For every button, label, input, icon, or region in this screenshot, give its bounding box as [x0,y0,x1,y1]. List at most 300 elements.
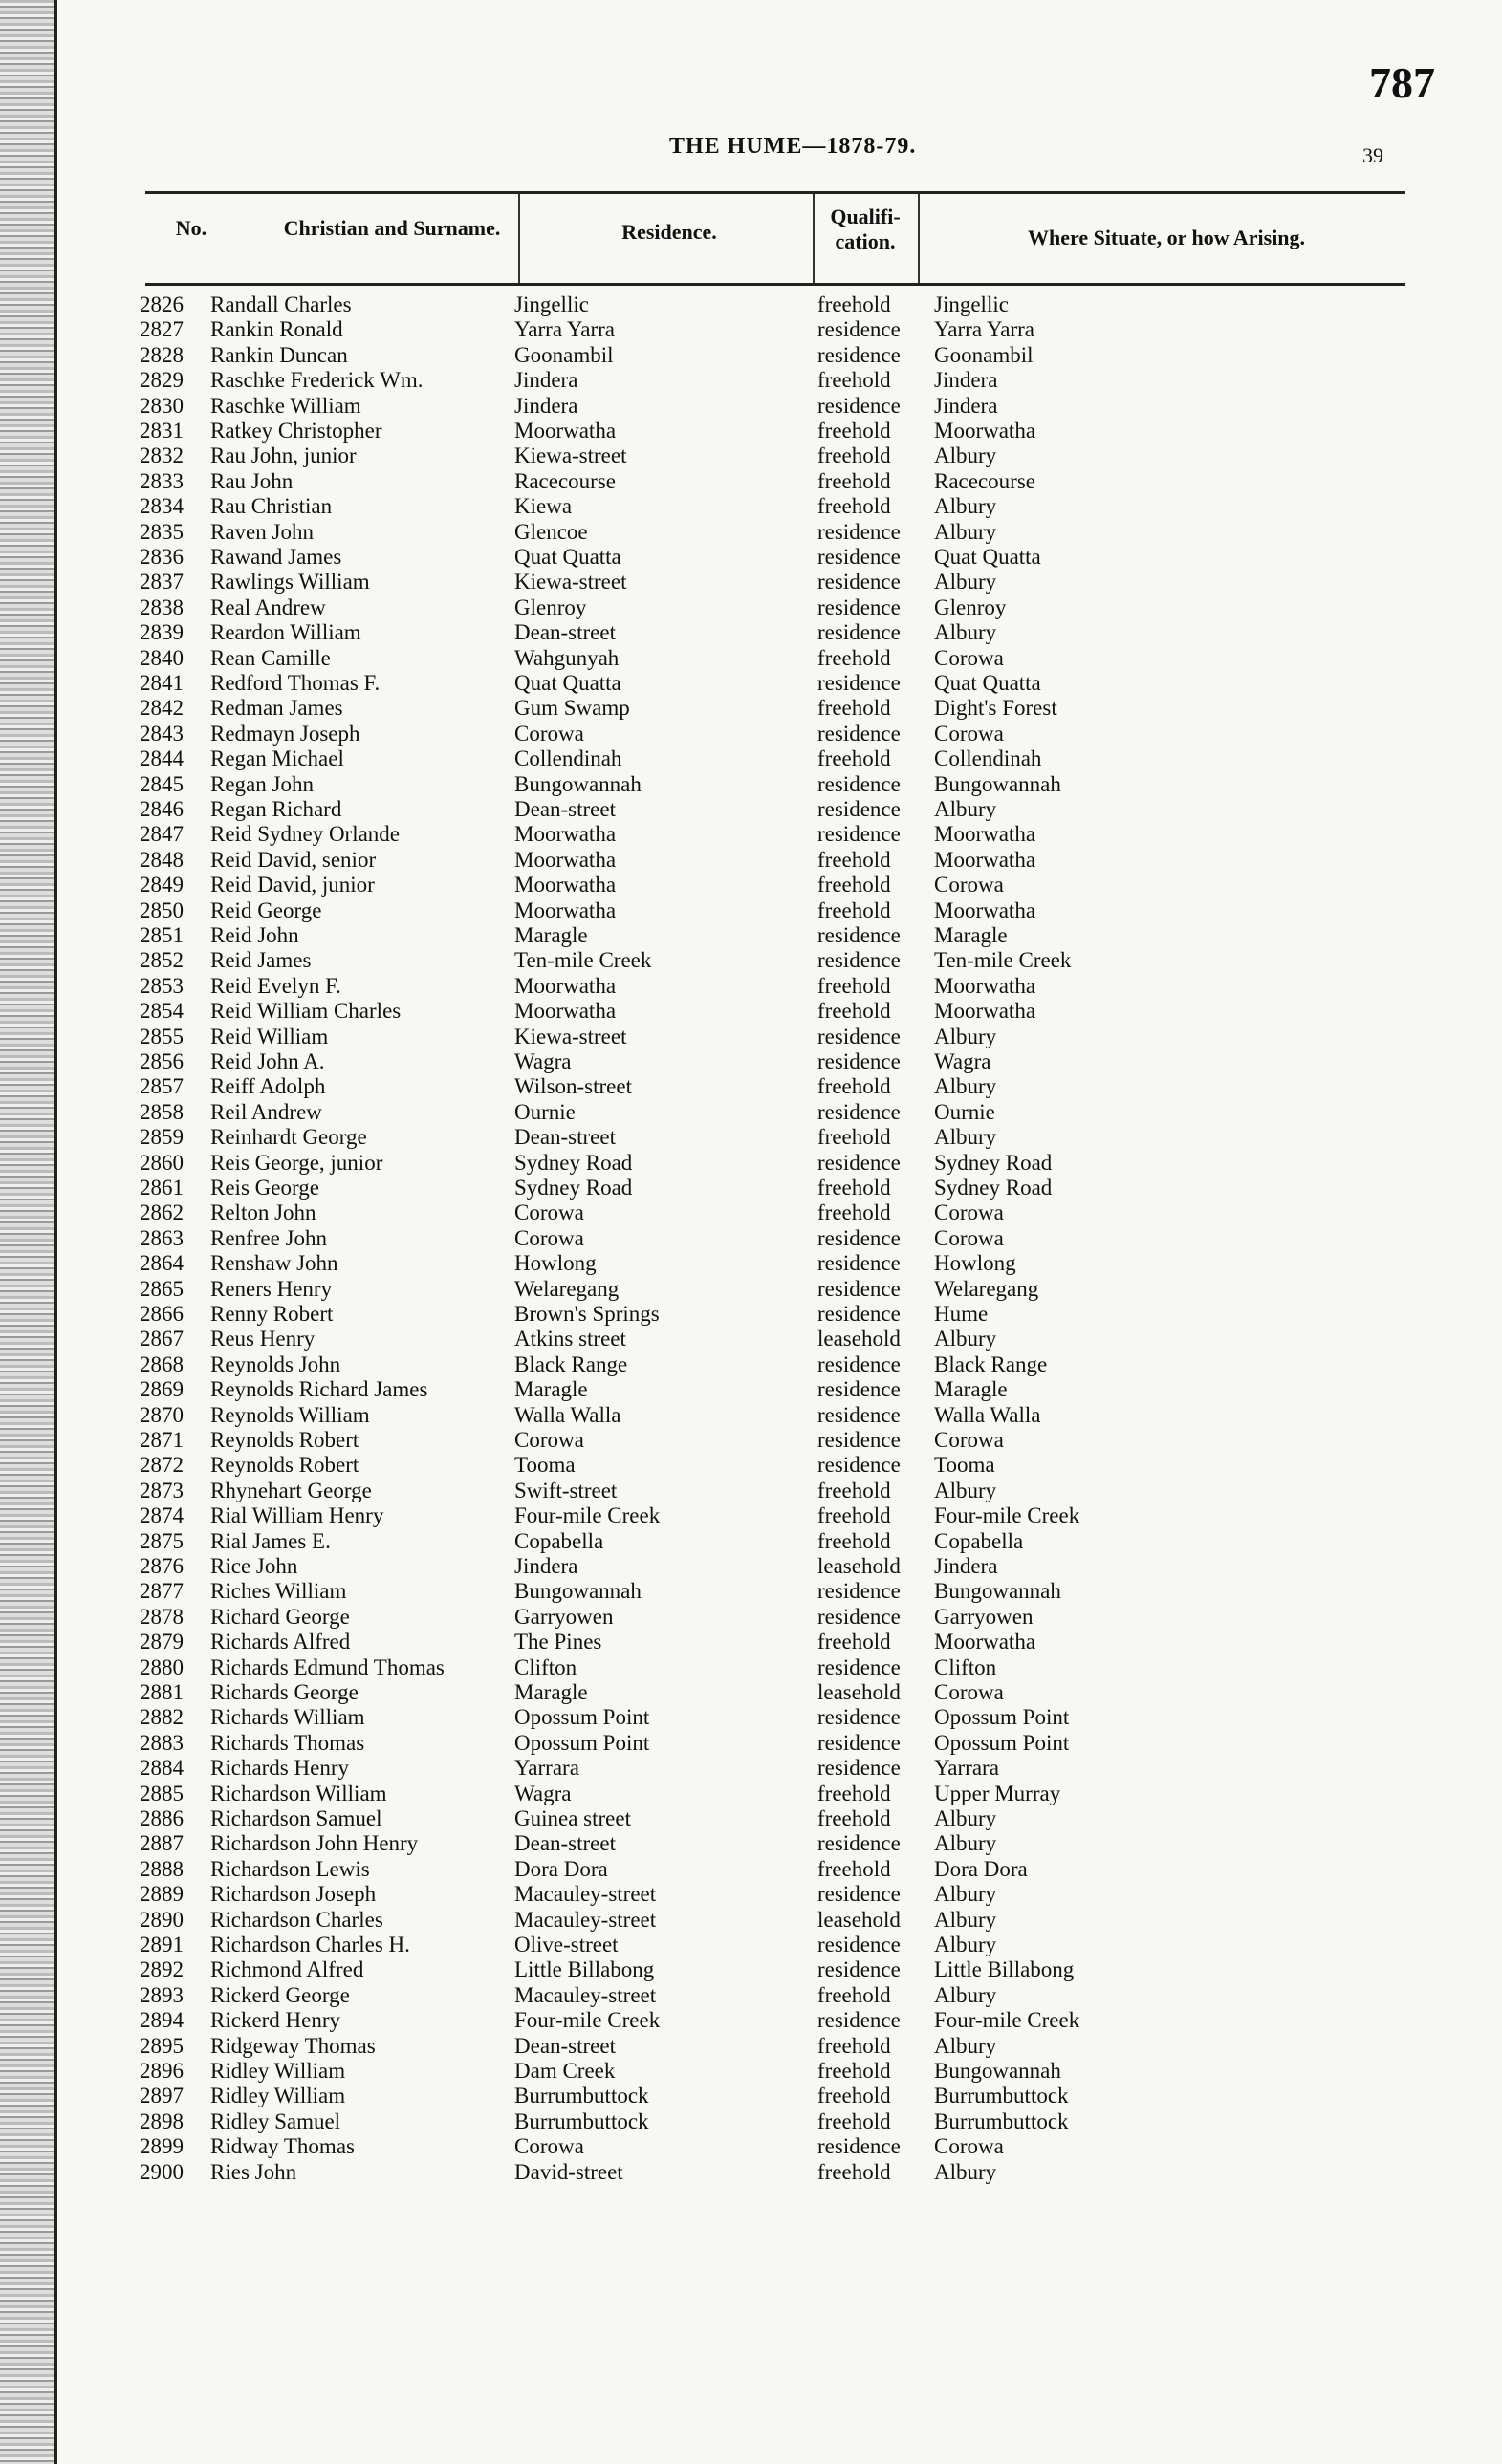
entry-qualification: freehold [817,1074,891,1099]
table-row [57,1857,1502,1882]
entry-qualification: freehold [817,1478,891,1502]
entry-qualification: residence [817,1150,901,1175]
entry-name: Reynolds John [210,1351,341,1376]
entry-qualification: residence [817,923,901,947]
entry-residence: Dora Dora [514,1856,608,1881]
entry-number: 2830 [140,393,184,418]
table-row [57,620,1502,645]
entry-residence: Black Range [514,1351,628,1376]
entry-name: Rice John [210,1554,298,1578]
entry-qualification: freehold [817,1982,891,2007]
entry-name: Ridley William [210,2084,346,2108]
table-row [57,1453,1502,1478]
entry-name: Rau Christian [210,494,333,519]
entry-where-situate: Opossum Point [934,1705,1070,1730]
entry-residence: Burrumbuttock [514,2108,649,2133]
entry-name: Ratkey Christopher [210,419,382,443]
table-row [57,1731,1502,1756]
table-row [57,671,1502,696]
entry-name: Real Andrew [210,594,326,619]
entry-where-situate: Quat Quatta [934,545,1041,569]
entry-name: Richardson Charles H. [210,1933,410,1956]
entry-qualification: leasehold [817,1907,901,1932]
running-title: THE HUME—1878-79. [669,134,917,159]
entry-where-situate: Burrumbuttock [934,2084,1069,2108]
entry-where-situate: Jindera [934,368,998,393]
entry-name: Raschke Frederick Wm. [210,368,424,393]
entry-residence: Garryowen [514,1604,614,1629]
entry-residence: Kiewa [514,494,573,519]
entry-number: 2871 [140,1428,184,1452]
entry-residence: Four-mile Creek [514,2008,661,2033]
entry-qualification: freehold [817,696,891,721]
entry-name: Rau John [210,468,294,493]
entry-where-situate: Wagra [934,1049,991,1073]
entry-number: 2847 [140,822,184,847]
entry-qualification: residence [817,1402,901,1427]
entry-residence: Bungowannah [514,771,642,796]
entry-name: Rickerd George [210,1982,350,2007]
entry-name: Richardson William [210,1781,387,1805]
entry-where-situate: Albury [934,797,997,821]
entry-name: Raven John [210,519,314,544]
table-row [57,1251,1502,1276]
entry-where-situate: Moorwatha [934,822,1036,847]
entry-qualification: residence [817,1453,901,1478]
entry-qualification: residence [817,570,901,594]
entry-where-situate: Albury [934,1831,997,1856]
entry-residence: Bungowannah [514,1579,642,1604]
entry-number: 2840 [140,645,184,670]
entry-residence: Goonambil [514,342,614,367]
entry-number: 2881 [140,1680,184,1704]
entry-number: 2877 [140,1579,184,1604]
entry-number: 2834 [140,494,184,519]
entry-name: Reus Henry [210,1327,316,1351]
entry-name: Reil Andrew [210,1099,322,1124]
entry-number: 2897 [140,2084,184,2108]
table-row [57,494,1502,519]
entry-where-situate: Albury [934,1125,997,1150]
entry-where-situate: Ournie [934,1099,995,1124]
table-row [57,1983,1502,2008]
entry-qualification: freehold [817,443,891,468]
entry-residence: Walla Walla [514,1402,621,1427]
table-row [57,1882,1502,1907]
entry-where-situate: Burrumbuttock [934,2108,1069,2133]
document-page [57,0,1502,2464]
entry-name: Richardson Samuel [210,1806,382,1830]
entry-number: 2884 [140,1756,184,1781]
table-row [57,1403,1502,1428]
entry-residence: Burrumbuttock [514,2084,649,2108]
entry-number: 2870 [140,1402,184,1427]
entry-number: 2898 [140,2108,184,2133]
entry-name: Rankin Duncan [210,342,348,367]
entry-qualification: freehold [817,999,891,1024]
column-divider-3 [918,194,920,283]
entry-number: 2838 [140,594,184,619]
entry-qualification: leasehold [817,1680,901,1704]
entry-name: Rial James E. [210,1528,331,1553]
entry-name: Richards George [210,1680,359,1704]
entry-where-situate: Albury [934,1806,997,1830]
entry-name: Richards Henry [210,1756,349,1781]
entry-residence: Kiewa-street [514,570,627,594]
table-row [57,1908,1502,1933]
table-row [57,1680,1502,1705]
entry-residence: Macauley-street [514,1907,657,1932]
entry-name: Reid George [210,897,322,922]
entry-number: 2873 [140,1478,184,1502]
entry-name: Richardson Charles [210,1907,383,1932]
entry-name: Reynolds William [210,1402,370,1427]
entry-residence: Corowa [514,1225,584,1250]
table-row [57,1782,1502,1806]
entry-residence: Dean-street [514,1831,616,1856]
entry-where-situate: Jindera [934,1554,998,1578]
header-no: No. [175,216,207,240]
entry-qualification: residence [817,671,901,695]
entry-name: Redman James [210,696,343,721]
entry-where-situate: Albury [934,1327,997,1351]
entry-residence: Wagra [514,1781,572,1805]
table-row [57,746,1502,771]
entry-number: 2827 [140,317,184,342]
entry-number: 2890 [140,1907,184,1932]
entry-where-situate: Four-mile Creek [934,2008,1080,2033]
entry-qualification: freehold [817,468,891,493]
entry-name: Reis George, junior [210,1150,383,1175]
entry-number: 2863 [140,1225,184,1250]
entry-residence: Dean-street [514,2033,616,2058]
entry-qualification: freehold [817,2059,891,2083]
table-row [57,1100,1502,1125]
entry-residence: Corowa [514,1200,584,1225]
entry-number: 2880 [140,1654,184,1679]
entry-where-situate: Corowa [934,721,1004,746]
table-row [57,1428,1502,1453]
table-row [57,1806,1502,1831]
entry-qualification: freehold [817,292,891,316]
table-row [57,999,1502,1024]
entry-name: Richards Edmund Thomas [210,1654,445,1679]
table-row [57,545,1502,570]
entry-name: Richardson Joseph [210,1882,377,1907]
entry-number: 2889 [140,1882,184,1907]
entry-name: Richards William [210,1705,365,1730]
entry-number: 2878 [140,1604,184,1629]
table-row [57,1529,1502,1554]
entry-name: Reid David, senior [210,847,377,872]
entry-name: Ridley William [210,2059,346,2083]
entry-residence: Racecourse [514,468,616,493]
entry-name: Ridway Thomas [210,2134,355,2159]
table-row [57,1151,1502,1176]
entry-qualification: residence [817,1351,901,1376]
entry-qualification: freehold [817,368,891,393]
entry-name: Ries John [210,2159,297,2184]
table-row [57,2109,1502,2134]
entry-number: 2833 [140,468,184,493]
table-row [57,292,1502,317]
entry-residence: Wilson-street [514,1074,632,1099]
entry-qualification: residence [817,317,901,342]
entry-residence: Maragle [514,1680,588,1704]
entry-where-situate: Corowa [934,1680,1004,1704]
table-row [57,2084,1502,2108]
entry-number: 2851 [140,923,184,947]
entry-where-situate: Welaregang [934,1276,1039,1301]
entry-where-situate: Albury [934,620,997,645]
entry-qualification: residence [817,1604,901,1629]
table-row [57,368,1502,393]
entry-residence: Dam Creek [514,2059,616,2083]
entry-qualification: residence [817,1251,901,1276]
entry-qualification: residence [817,1756,901,1781]
entry-qualification: freehold [817,1806,891,1830]
entry-number: 2842 [140,696,184,721]
entry-qualification: residence [817,797,901,821]
header-name: Christian and Surname. [283,216,501,240]
entry-residence: Collendinah [514,746,622,771]
entry-where-situate: Albury [934,2159,997,2184]
entry-number: 2846 [140,797,184,821]
entry-qualification: freehold [817,2084,891,2108]
entry-number: 2850 [140,897,184,922]
table-row [57,1933,1502,1957]
entry-number: 2892 [140,1957,184,1982]
entry-number: 2866 [140,1302,184,1326]
entry-number: 2836 [140,545,184,569]
entry-where-situate: Dight's Forest [934,696,1057,721]
entry-number: 2857 [140,1074,184,1099]
table-row [57,443,1502,468]
entry-qualification: freehold [817,1528,891,1553]
entry-where-situate: Moorwatha [934,973,1036,998]
entry-qualification: residence [817,519,901,544]
entry-number: 2864 [140,1251,184,1276]
entry-number: 2826 [140,292,184,316]
table-row [57,898,1502,923]
entry-qualification: freehold [817,847,891,872]
entry-name: Redford Thomas F. [210,671,381,695]
entry-where-situate: Albury [934,1074,997,1099]
table-row [57,948,1502,973]
entry-name: Reners Henry [210,1276,333,1301]
table-row [57,1049,1502,1074]
table-row [57,343,1502,368]
entry-residence: Moorwatha [514,999,617,1024]
entry-where-situate: Jindera [934,393,998,418]
entry-number: 2891 [140,1933,184,1956]
entry-qualification: freehold [817,746,891,771]
table-row [57,923,1502,948]
entry-name: Reid David, junior [210,873,375,897]
table-row [57,595,1502,620]
entry-number: 2874 [140,1503,184,1528]
entry-number: 2848 [140,847,184,872]
table-row [57,1377,1502,1402]
entry-where-situate: Corowa [934,2134,1004,2159]
table-row [57,520,1502,545]
entry-number: 2828 [140,342,184,367]
entry-where-situate: Albury [934,494,997,519]
entry-where-situate: Sydney Road [934,1150,1053,1175]
table-row [57,696,1502,721]
entry-qualification: leasehold [817,1554,901,1578]
entry-name: Reis George [210,1176,319,1200]
entry-qualification: residence [817,1957,901,1982]
entry-name: Redmayn Joseph [210,721,360,746]
entry-residence: Sydney Road [514,1150,633,1175]
entry-where-situate: Bungowannah [934,2059,1061,2083]
entry-number: 2868 [140,1351,184,1376]
entry-residence: Dean-street [514,797,616,821]
entry-number: 2879 [140,1630,184,1654]
entry-residence: Kiewa-street [514,1024,627,1048]
entry-where-situate: Corowa [934,645,1004,670]
entry-where-situate: Yarra Yarra [934,317,1034,342]
table-row [57,1630,1502,1654]
entry-residence: Tooma [514,1453,576,1478]
entry-qualification: freehold [817,494,891,519]
entry-residence: Opossum Point [514,1730,650,1755]
table-row [57,1756,1502,1781]
entry-name: Ridgeway Thomas [210,2033,376,2058]
entry-qualification: residence [817,1730,901,1755]
entry-qualification: freehold [817,1781,891,1805]
entry-qualification: residence [817,1882,901,1907]
table-row [57,1579,1502,1604]
entry-name: Reid Evelyn F. [210,973,341,998]
table-row [57,1831,1502,1856]
entry-name: Reinhardt George [210,1125,367,1150]
table-row [57,1277,1502,1302]
entry-where-situate: Hume [934,1302,989,1326]
entry-number: 2861 [140,1176,184,1200]
entry-name: Regan Richard [210,797,342,821]
entry-residence: Corowa [514,2134,584,2159]
entry-name: Relton John [210,1200,316,1225]
entry-name: Riches William [210,1579,347,1604]
entry-where-situate: Racecourse [934,468,1035,493]
table-row [57,2008,1502,2033]
entry-number: 2854 [140,999,184,1024]
entry-number: 2856 [140,1049,184,1073]
entry-number: 2855 [140,1024,184,1048]
entry-name: Reid William [210,1024,329,1048]
entry-qualification: residence [817,1579,901,1604]
entry-number: 2845 [140,771,184,796]
entry-residence: Ournie [514,1099,576,1124]
entry-where-situate: Albury [934,1882,997,1907]
entry-number: 2872 [140,1453,184,1478]
entry-qualification: residence [817,1428,901,1452]
entry-number: 2899 [140,2134,184,2159]
entry-where-situate: Quat Quatta [934,671,1041,695]
table-row [57,419,1502,443]
table-row [57,1176,1502,1200]
entry-qualification: freehold [817,2108,891,2133]
column-divider-1 [518,194,520,283]
entry-number: 2835 [140,519,184,544]
entry-where-situate: Dora Dora [934,1856,1028,1881]
entry-qualification: residence [817,721,901,746]
entry-residence: Brown's Springs [514,1302,660,1326]
page-number: 787 [1369,58,1435,107]
entry-where-situate: Corowa [934,1225,1004,1250]
entry-residence: Moorwatha [514,822,617,847]
table-row [57,1074,1502,1099]
table-row [57,1025,1502,1049]
entry-name: Rankin Ronald [210,317,343,342]
entry-qualification: residence [817,1654,901,1679]
header-bottom-rule [145,283,1405,286]
table-row [57,1327,1502,1351]
entry-name: Renshaw John [210,1251,338,1276]
entry-where-situate: Tooma [934,1453,995,1478]
entry-qualification: freehold [817,1200,891,1225]
entry-number: 2862 [140,1200,184,1225]
entry-qualification: residence [817,1377,901,1402]
table-row [57,2059,1502,2084]
entry-name: Rawand James [210,545,342,569]
entry-where-situate: Little Billabong [934,1957,1075,1982]
entry-number: 2865 [140,1276,184,1301]
entry-residence: Dean-street [514,1125,616,1150]
entry-qualification: residence [817,2134,901,2159]
entry-name: Rial William Henry [210,1503,384,1528]
entry-qualification: freehold [817,2033,891,2058]
entry-number: 2829 [140,368,184,393]
entry-where-situate: Copabella [934,1528,1024,1553]
header-qualification: Qualifi- cation. [830,205,901,253]
entry-residence: Olive-street [514,1933,619,1956]
entry-name: Reynolds Richard James [210,1377,428,1402]
entry-name: Richardson Lewis [210,1856,370,1881]
entry-residence: Glenroy [514,594,587,619]
entry-residence: Opossum Point [514,1705,650,1730]
entry-residence: Atkins street [514,1327,626,1351]
entry-name: Richardson John Henry [210,1831,419,1856]
entry-residence: Moorwatha [514,897,617,922]
entry-where-situate: Moorwatha [934,847,1036,872]
table-row [57,570,1502,594]
entry-where-situate: Moorwatha [934,999,1036,1024]
entry-name: Raschke William [210,393,361,418]
entry-qualification: residence [817,1049,901,1073]
entry-where-situate: Corowa [934,1428,1004,1452]
entry-number: 2882 [140,1705,184,1730]
entry-name: Renny Robert [210,1302,334,1326]
entry-qualification: freehold [817,1176,891,1200]
entry-qualification: residence [817,1302,901,1326]
entry-residence: Wahgunyah [514,645,620,670]
entry-residence: Howlong [514,1251,597,1276]
header-top-rule [145,191,1405,194]
entry-number: 2895 [140,2033,184,2058]
entry-residence: Jindera [514,1554,578,1578]
entry-number: 2876 [140,1554,184,1578]
entry-where-situate: Jingellic [934,292,1009,316]
entry-residence: The Pines [514,1630,602,1654]
entry-number: 2859 [140,1125,184,1150]
entry-qualification: freehold [817,873,891,897]
entry-qualification: freehold [817,1503,891,1528]
entry-qualification: residence [817,1705,901,1730]
entry-name: Reid John A. [210,1049,325,1073]
